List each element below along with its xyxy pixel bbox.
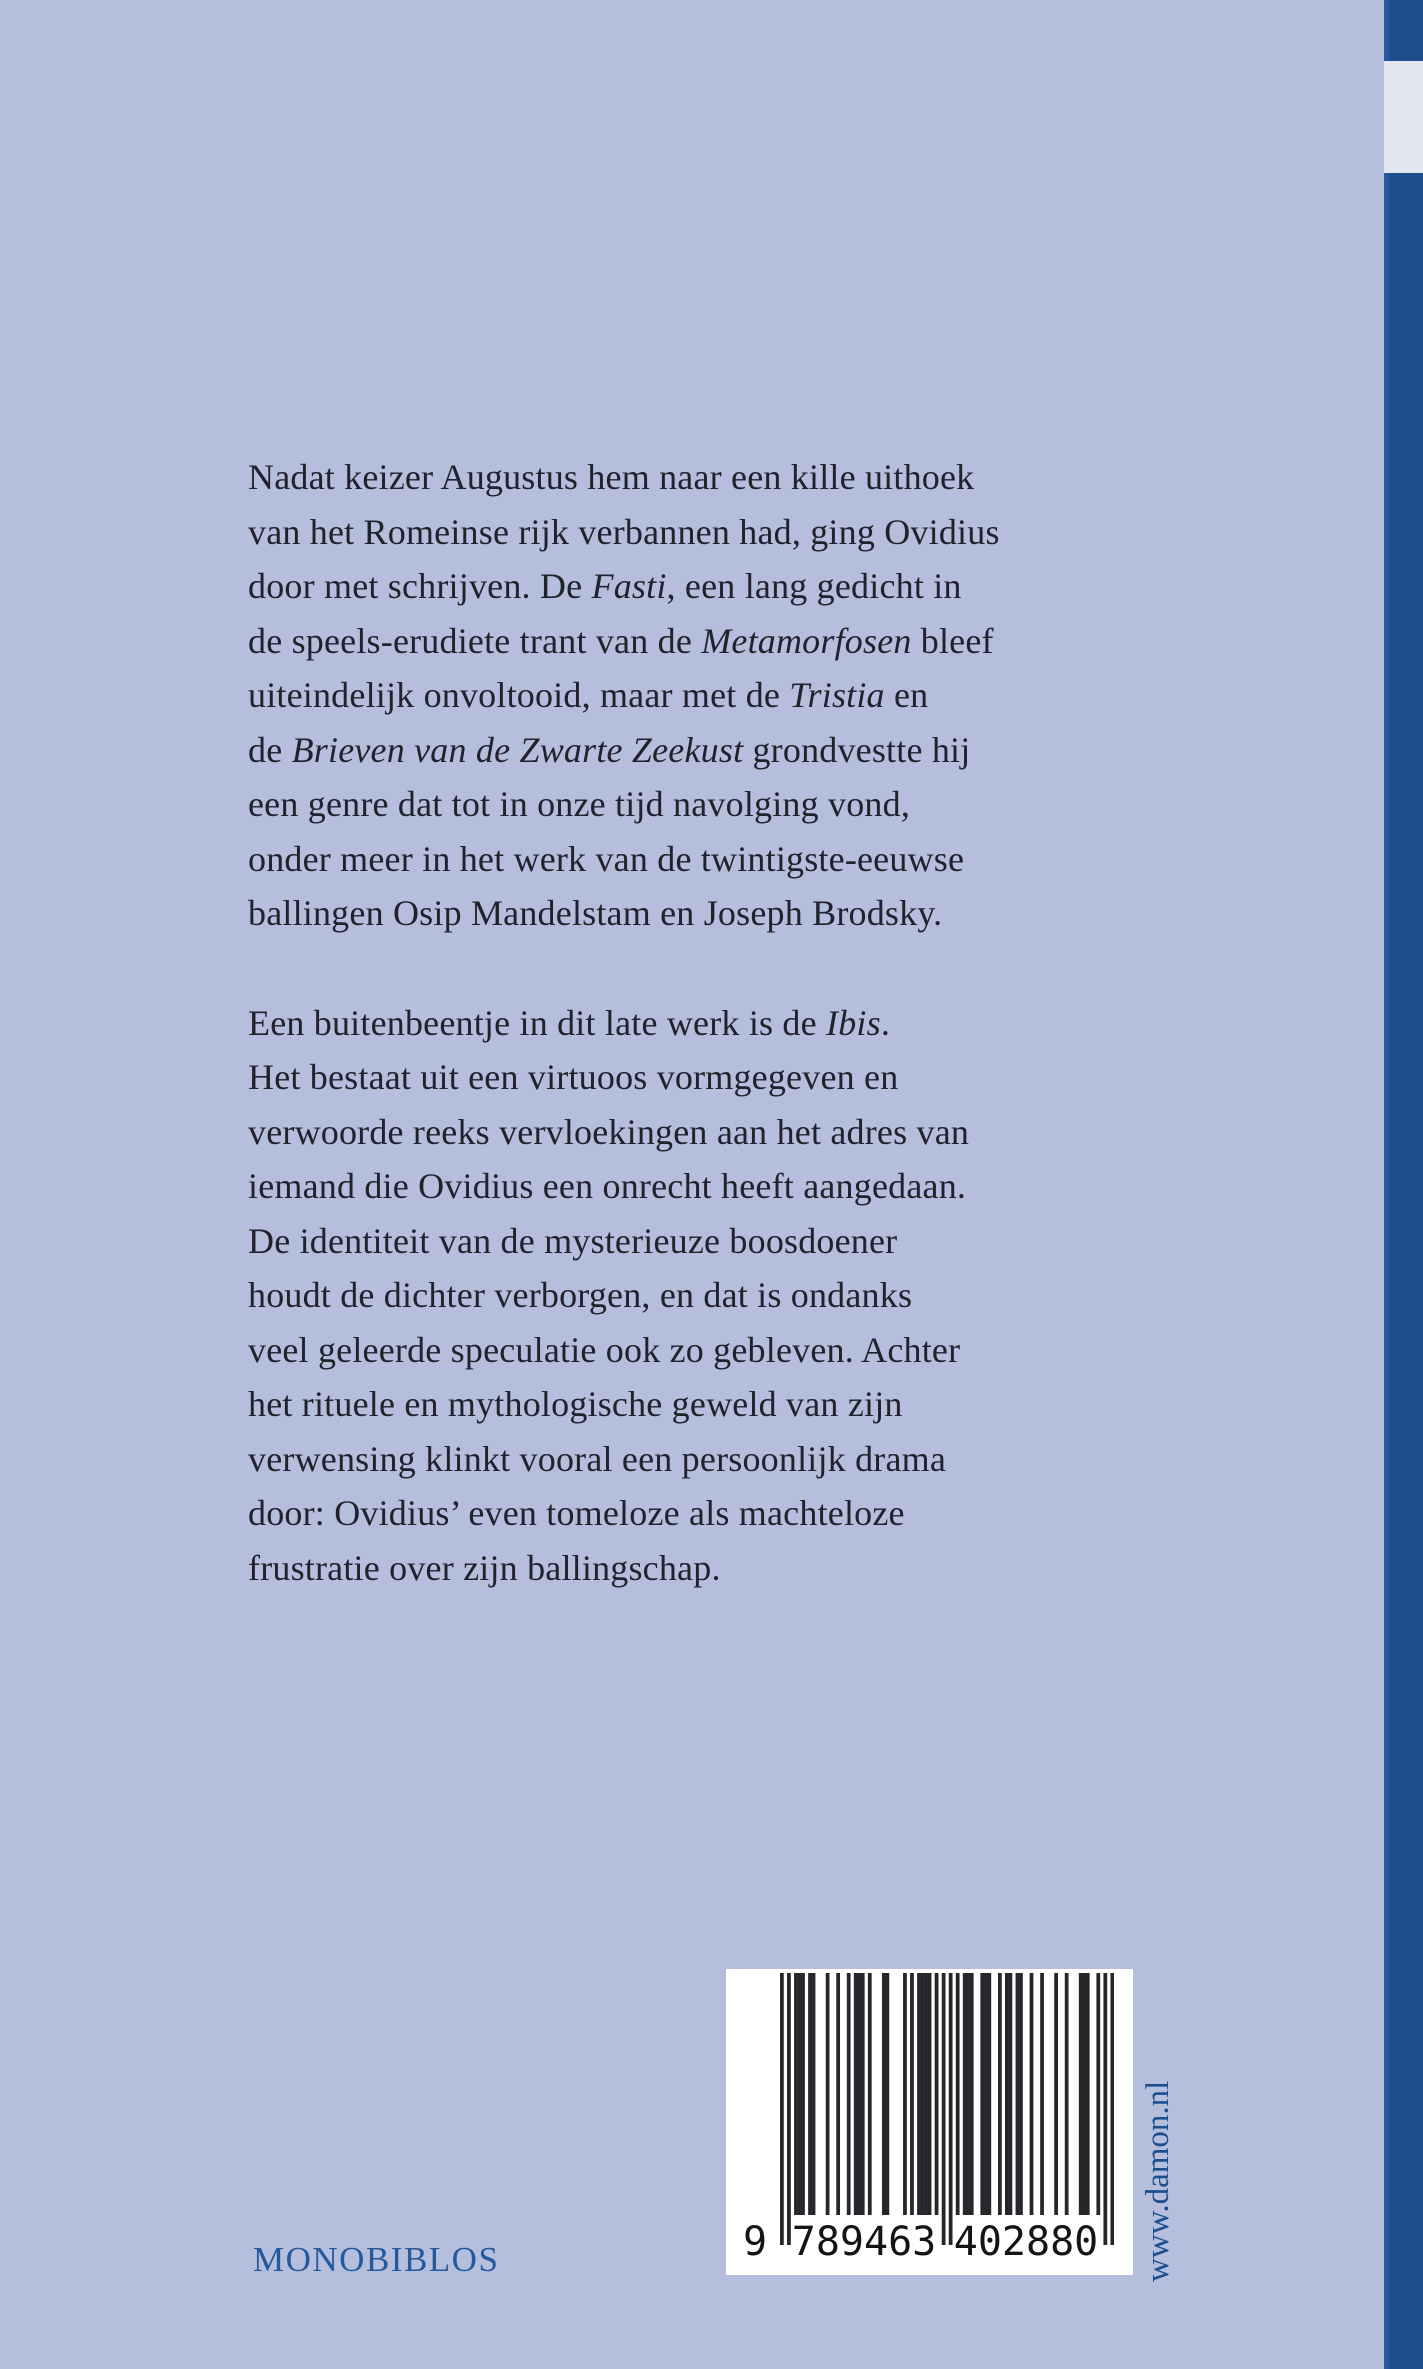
imprint-label: MONOBIBLOS bbox=[253, 2240, 500, 2279]
barcode-digit-first: 9 bbox=[742, 2219, 768, 2265]
text-line bbox=[248, 723, 1000, 778]
text-segment: uiteindelijk onvoltooid, maar met de bbox=[248, 675, 790, 715]
text-line bbox=[248, 1105, 1000, 1160]
text-line bbox=[248, 1159, 1000, 1214]
barcode bbox=[726, 1969, 1133, 2275]
text-line bbox=[248, 996, 1000, 1051]
barcode-digit-group2: 402880 bbox=[953, 2219, 1099, 2265]
text-segment: Nadat keizer Augustus hem naar een kille uithoek bbox=[248, 457, 975, 497]
text-line bbox=[248, 1432, 1000, 1487]
text-segment: door met schrijven. De bbox=[248, 566, 592, 606]
text-segment: ballingen Osip Mandelstam en Joseph Brodsky. bbox=[248, 893, 943, 933]
text-segment: veel geleerde speculatie ook zo gebleven. Achter bbox=[248, 1329, 961, 1370]
text-segment: . bbox=[880, 1002, 891, 1043]
italic-title-text: Fasti bbox=[591, 566, 667, 606]
text-line bbox=[248, 1214, 1000, 1269]
text-segment: frustratie over zijn ballingschap. bbox=[248, 1547, 721, 1588]
paragraph bbox=[248, 996, 1000, 1596]
italic-title-text: Tristia bbox=[789, 675, 885, 715]
text-line bbox=[248, 1323, 1000, 1378]
paragraph bbox=[248, 450, 1000, 941]
spine-stripe bbox=[1384, 0, 1423, 2369]
text-segment: iemand die Ovidius een onrecht heeft aangedaan. bbox=[248, 1166, 967, 1206]
text-segment: bleef bbox=[911, 620, 994, 661]
text-segment: , een lang gedicht in bbox=[666, 566, 962, 606]
text-segment: houdt de dichter verborgen, en dat is ondanks bbox=[248, 1275, 913, 1315]
italic-title-text: Metamorfosen bbox=[701, 620, 912, 661]
text-segment: verwensing klinkt vooral een persoonlijk drama bbox=[248, 1438, 947, 1479]
text-segment: De identiteit van de mysterieuze boosdoener bbox=[248, 1220, 898, 1261]
text-segment: een genre dat tot in onze tijd navolging vond, bbox=[248, 784, 911, 824]
text-line bbox=[248, 614, 1000, 669]
text-line bbox=[248, 450, 1000, 505]
text-line bbox=[248, 1268, 1000, 1323]
text-segment: van het Romeinse rijk verbannen had, ging Ovidius bbox=[248, 511, 1000, 552]
text-line bbox=[248, 832, 1000, 887]
text-segment: het rituele en mythologische geweld van zijn bbox=[248, 1384, 903, 1424]
italic-title-text: Ibis bbox=[826, 1002, 881, 1043]
spine-stripe-window bbox=[1384, 61, 1423, 173]
text-segment: en bbox=[884, 675, 929, 715]
spine-stripe-edge bbox=[1384, 0, 1389, 2369]
barcode-bars bbox=[780, 1973, 1114, 2249]
text-line bbox=[248, 1377, 1000, 1432]
barcode-digit-group1: 789463 bbox=[791, 2219, 937, 2265]
text-segment: Een buitenbeentje in dit late werk is de bbox=[248, 1002, 827, 1043]
text-segment: de speels-erudiete trant van de bbox=[248, 620, 702, 661]
text-line bbox=[248, 1486, 1000, 1541]
website-label: www.damon.nl bbox=[1140, 2080, 1176, 2282]
text-segment: de bbox=[248, 729, 292, 770]
text-line bbox=[248, 886, 1000, 941]
text-segment: verwoorde reeks vervloekingen aan het adres van bbox=[248, 1111, 970, 1152]
text-segment: Het bestaat uit een virtuoos vormgegeven en bbox=[248, 1057, 899, 1097]
text-line bbox=[248, 668, 1000, 723]
text-segment: door: Ovidius’ even tomeloze als machteloze bbox=[248, 1493, 905, 1533]
italic-title-text: Brieven van de Zwarte Zeekust bbox=[291, 729, 744, 770]
text-line bbox=[248, 777, 1000, 832]
text-line bbox=[248, 1050, 1000, 1105]
text-line bbox=[248, 559, 1000, 614]
text-segment: onder meer in het werk van de twintigste-eeuwse bbox=[248, 838, 965, 879]
text-line bbox=[248, 1541, 1000, 1596]
text-line bbox=[248, 505, 1000, 560]
body-text bbox=[248, 450, 1000, 1595]
text-segment: grondvestte hij bbox=[743, 729, 971, 770]
